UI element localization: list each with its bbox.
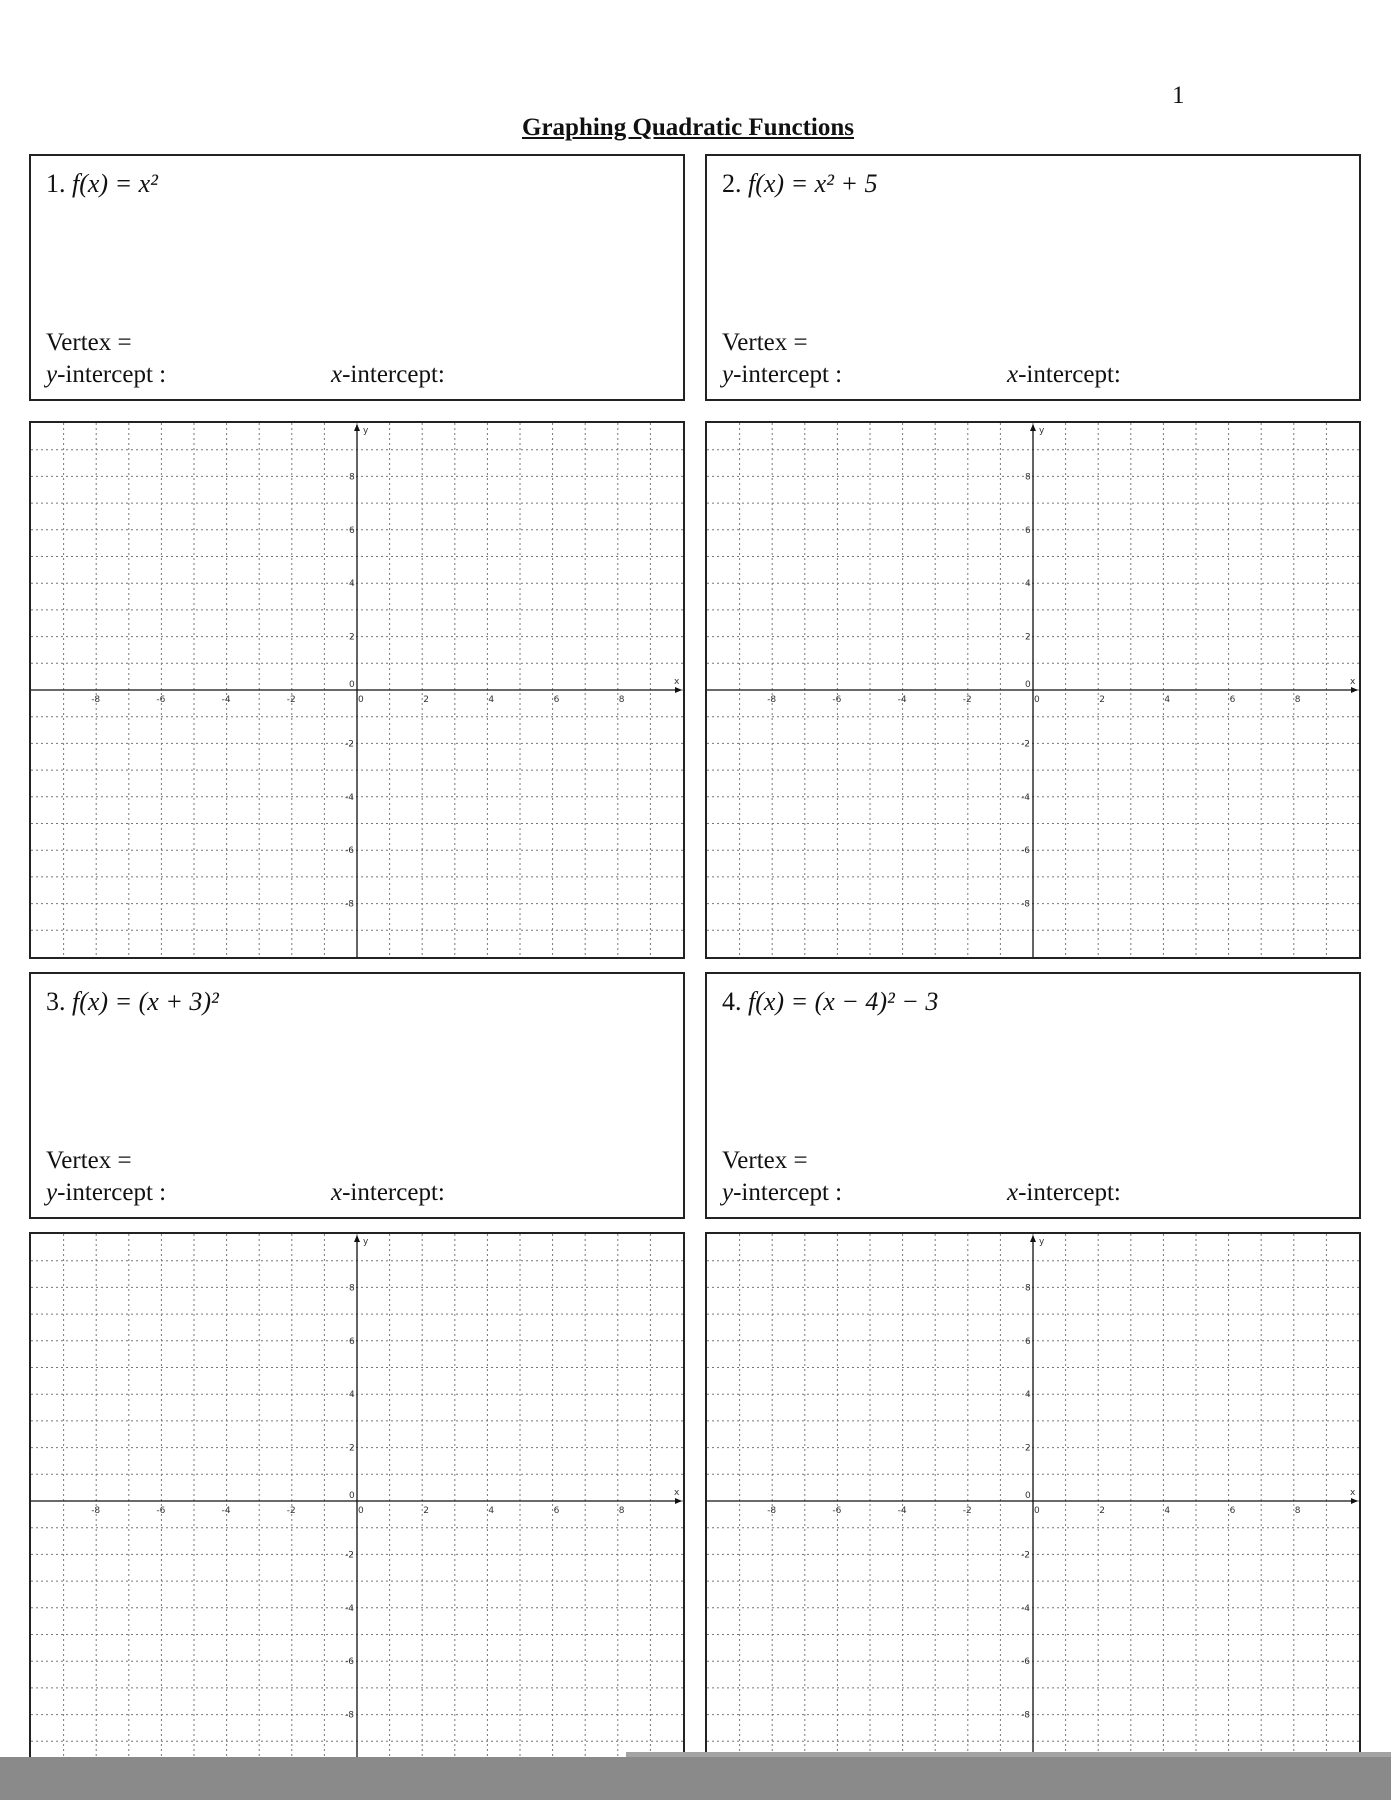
- y-tick-label: -8: [1021, 899, 1030, 910]
- x-tick-label: 4: [1164, 695, 1171, 705]
- x-tick-label: -6: [832, 695, 842, 705]
- problem-4-x-intercept-label: x-intercept:: [1007, 1179, 1121, 1206]
- y-tick-label: 8: [349, 1283, 355, 1294]
- x-tick-label: 2: [423, 695, 429, 705]
- y-tick-label: -8: [345, 899, 354, 910]
- y-axis-label: y: [363, 1237, 369, 1247]
- y-tick-label: -4: [345, 1603, 354, 1614]
- y-axis-arrow-icon: [1030, 424, 1036, 431]
- y-tick-label: 4: [349, 1390, 355, 1401]
- viewer-footer-bar: [0, 1757, 1391, 1800]
- problem-3-number: 3.: [46, 987, 66, 1016]
- y-tick-label: 4: [1025, 579, 1031, 590]
- problem-3-x-intercept-label: x-intercept:: [331, 1179, 445, 1206]
- problem-3-vertex-label: Vertex =: [46, 1147, 132, 1174]
- y-tick-label: 6: [1025, 525, 1031, 536]
- y-tick-label: -6: [1021, 1657, 1030, 1668]
- page-title: Graphing Quadratic Functions: [522, 114, 854, 141]
- y-tick-label: 2: [349, 1443, 355, 1454]
- y-tick-label: -8: [345, 1710, 354, 1721]
- y-tick-label: -6: [345, 846, 354, 857]
- x-tick-label: -4: [897, 695, 907, 705]
- x-tick-label: -8: [91, 1506, 101, 1516]
- x-tick-label: 6: [1229, 695, 1236, 705]
- x-tick-label: 0: [1034, 695, 1040, 705]
- x-tick-label: 4: [488, 695, 495, 705]
- x-tick-label: -6: [156, 1506, 166, 1516]
- problem-1-y-intercept-label: y-intercept :: [46, 361, 167, 388]
- graph-grid-4[interactable]: [705, 1232, 1361, 1770]
- x-axis-label: x: [674, 1488, 680, 1498]
- x-tick-label: -2: [962, 695, 972, 705]
- y-tick-label: -2: [345, 739, 354, 750]
- y-tick-label: 2: [1025, 632, 1031, 643]
- x-tick-label: 2: [1099, 695, 1105, 705]
- x-tick-label: 2: [423, 1506, 429, 1516]
- problem-1-box: [29, 154, 685, 401]
- x-tick-label: -8: [767, 695, 777, 705]
- problem-1-x-intercept-label: x-intercept:: [331, 361, 445, 388]
- y-tick-label: -6: [345, 1657, 354, 1668]
- problem-2-box: [705, 154, 1361, 401]
- x-axis-arrow-icon: [1351, 1498, 1358, 1504]
- x-tick-label: 8: [618, 695, 625, 705]
- problem-2-number: 2.: [722, 169, 742, 198]
- y-tick-label: 8: [349, 472, 355, 483]
- x-tick-label: 6: [553, 695, 560, 705]
- x-axis-label: x: [1350, 1488, 1356, 1498]
- y-tick-label: -4: [345, 792, 354, 803]
- y-tick-label: 2: [1025, 1443, 1031, 1454]
- problem-4-y-intercept-label: y-intercept :: [722, 1179, 843, 1206]
- x-tick-label: -2: [286, 1506, 296, 1516]
- y-tick-label: 2: [349, 632, 355, 643]
- x-tick-label: 6: [553, 1506, 560, 1516]
- x-tick-label: -6: [832, 1506, 842, 1516]
- y-tick-label: 6: [349, 1336, 355, 1347]
- problem-2-y-intercept-label: y-intercept :: [722, 361, 843, 388]
- y-tick-label: -2: [345, 1550, 354, 1561]
- coordinate-plane-4: [707, 1234, 1359, 1768]
- y-tick-label: -4: [1021, 1603, 1030, 1614]
- origin-label: 0: [349, 1491, 355, 1501]
- x-tick-label: 0: [358, 695, 364, 705]
- x-tick-label: 0: [1034, 1506, 1040, 1516]
- y-axis-arrow-icon: [1030, 1235, 1036, 1242]
- problem-3-y-intercept-label: y-intercept :: [46, 1179, 167, 1206]
- y-tick-label: 6: [349, 525, 355, 536]
- graph-grid-1[interactable]: [29, 421, 685, 959]
- y-axis-arrow-icon: [354, 424, 360, 431]
- problem-1-function: f(x) = x²: [72, 169, 158, 198]
- y-axis-label: y: [1039, 426, 1045, 436]
- y-tick-label: -4: [1021, 792, 1030, 803]
- y-axis-arrow-icon: [354, 1235, 360, 1242]
- x-axis-arrow-icon: [675, 1498, 682, 1504]
- y-tick-label: -6: [1021, 846, 1030, 857]
- y-tick-label: 4: [349, 579, 355, 590]
- problem-1-vertex-label: Vertex =: [46, 329, 132, 356]
- graph-grid-2[interactable]: [705, 421, 1361, 959]
- x-tick-label: 4: [488, 1506, 495, 1516]
- graph-grid-3[interactable]: [29, 1232, 685, 1770]
- y-axis-label: y: [363, 426, 369, 436]
- x-tick-label: 8: [618, 1506, 625, 1516]
- origin-label: 0: [1025, 1491, 1031, 1501]
- x-tick-label: 0: [358, 1506, 364, 1516]
- x-tick-label: 2: [1099, 1506, 1105, 1516]
- problem-3-function: f(x) = (x + 3)²: [72, 987, 219, 1016]
- y-tick-label: -2: [1021, 1550, 1030, 1561]
- coordinate-plane-2: [707, 423, 1359, 957]
- x-axis-label: x: [1350, 677, 1356, 687]
- y-tick-label: -2: [1021, 739, 1030, 750]
- problem-4-function: f(x) = (x − 4)² − 3: [748, 987, 939, 1016]
- y-axis-label: y: [1039, 1237, 1045, 1247]
- x-tick-label: -8: [767, 1506, 777, 1516]
- x-tick-label: -2: [286, 695, 296, 705]
- problem-2-function: f(x) = x² + 5: [748, 169, 878, 198]
- y-tick-label: 6: [1025, 1336, 1031, 1347]
- origin-label: 0: [1025, 680, 1031, 690]
- y-tick-label: 8: [1025, 1283, 1031, 1294]
- problem-2-x-intercept-label: x-intercept:: [1007, 361, 1121, 388]
- x-tick-label: -2: [962, 1506, 972, 1516]
- coordinate-plane-1: [31, 423, 683, 957]
- origin-label: 0: [349, 680, 355, 690]
- y-tick-label: -8: [1021, 1710, 1030, 1721]
- x-tick-label: 8: [1294, 695, 1301, 705]
- x-tick-label: -6: [156, 695, 166, 705]
- problem-1-number: 1.: [46, 169, 66, 198]
- x-axis-label: x: [674, 677, 680, 687]
- problem-4-box: [705, 972, 1361, 1219]
- problem-3-box: [29, 972, 685, 1219]
- x-tick-label: 8: [1294, 1506, 1301, 1516]
- y-tick-label: 8: [1025, 472, 1031, 483]
- page-number: 1: [1172, 82, 1185, 109]
- x-tick-label: -4: [221, 1506, 231, 1516]
- coordinate-plane-3: [31, 1234, 683, 1768]
- x-tick-label: -4: [897, 1506, 907, 1516]
- y-tick-label: 4: [1025, 1390, 1031, 1401]
- x-tick-label: 4: [1164, 1506, 1171, 1516]
- x-tick-label: -4: [221, 695, 231, 705]
- problem-4-number: 4.: [722, 987, 742, 1016]
- x-tick-label: -8: [91, 695, 101, 705]
- x-axis-arrow-icon: [1351, 687, 1358, 693]
- problem-2-vertex-label: Vertex =: [722, 329, 808, 356]
- x-tick-label: 6: [1229, 1506, 1236, 1516]
- problem-4-vertex-label: Vertex =: [722, 1147, 808, 1174]
- x-axis-arrow-icon: [675, 687, 682, 693]
